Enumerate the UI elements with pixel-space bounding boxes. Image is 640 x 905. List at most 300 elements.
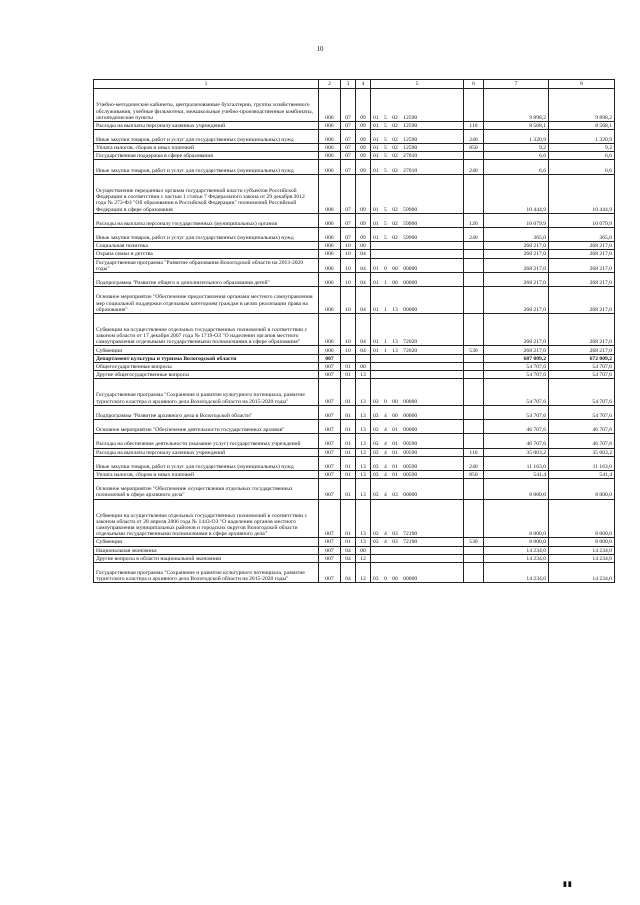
amount-2019-cell: 46 707,6 [484,419,549,433]
target-article-cell [371,242,464,250]
table-row [94,213,615,227]
table-row [94,419,615,433]
table-row [94,129,615,143]
expense-type-cell: 850 [464,470,484,478]
expense-type-cell [464,313,484,346]
amount-2020-cell: 8 568,1 [549,121,615,129]
amount-2020-cell: 10 444,9 [549,174,615,213]
target-article-cell: 03 0 00 00000 [371,379,464,406]
section-code-cell: 07 [341,152,356,160]
description-cell: Другие общегосударственные вопросы [94,370,319,378]
section-code-cell: 01 [341,456,356,470]
subsection-code-cell: 04 [356,258,371,272]
table-row [94,346,615,354]
target-article-cell: 03 4 00 00000 [371,405,464,419]
subsection-code-cell: 13 [356,419,371,433]
section-code-cell: 07 [341,213,356,227]
subsection-code-cell: 09 [356,89,371,122]
table-row [94,287,615,314]
description-cell: Расходы на выплаты персоналу государственных (муниципальных) органов [94,213,319,227]
table-row [94,554,615,562]
admin-code-cell: 006 [319,227,341,241]
description-cell: Подпрограмма "Развитие архивного дела в Вологодской области" [94,405,319,419]
section-code-cell: 10 [341,287,356,314]
amount-2020-cell: 268 217,0 [549,250,615,258]
target-article-cell: 01 5 02 27010 [371,152,464,160]
amount-2019-cell: 14 234,0 [484,546,549,554]
subsection-code-cell: 00 [356,242,371,250]
subsection-code-cell: 04 [356,250,371,258]
admin-code-cell: 007 [319,538,341,546]
table-row [94,379,615,406]
expense-type-cell: 240 [464,129,484,143]
expense-type-cell: 850 [464,144,484,152]
admin-code-cell: 006 [319,121,341,129]
table-row [94,121,615,129]
target-article-cell: 01 5 02 12590 [371,121,464,129]
admin-code-cell: 007 [319,499,341,538]
amount-2020-cell: 6,6 [549,160,615,174]
section-code-cell: 10 [341,250,356,258]
admin-code-cell: 006 [319,129,341,143]
amount-2019-cell: 14 234,0 [484,562,549,582]
amount-2020-cell: 8 000,0 [549,499,615,538]
amount-2020-cell: 54 707,6 [549,405,615,419]
amount-2019-cell: 54 707,6 [484,379,549,406]
expense-type-cell [464,370,484,378]
target-article-cell: 01 5 02 59900 [371,227,464,241]
amount-2020-cell: 10 079,9 [549,213,615,227]
amount-2019-cell: 14 234,0 [484,554,549,562]
table-row [94,370,615,378]
amount-2019-cell: 8 000,0 [484,479,549,499]
table-row [94,152,615,160]
admin-code-cell: 006 [319,272,341,286]
admin-code-cell: 006 [319,242,341,250]
section-code-cell: 01 [341,370,356,378]
table-row [94,456,615,470]
description-cell: Субвенции на осуществление отдельных государственных полномочий в соответствии с законом области от 28 апреля 2006 года № 1443-ОЗ "О наделении органов местного самоуправления муниципальных районов и городских округов Вологодской области отдельными государственными полномочиями в сфере архивного дела" [94,499,319,538]
section-code-cell: 01 [341,405,356,419]
amount-2019-cell: 54 707,6 [484,362,549,370]
expense-type-cell [464,354,484,362]
description-cell: Государственная программа "Развитие образования Вологодской области на 2013-2020 годы" [94,258,319,272]
expense-type-cell: 530 [464,346,484,354]
target-article-cell [371,554,464,562]
target-article-cell: 01 5 02 12590 [371,129,464,143]
amount-2020-cell: 268 217,0 [549,272,615,286]
target-article-cell: 03 4 01 00000 [371,419,464,433]
subsection-code-cell: 09 [356,213,371,227]
target-article-cell: 03 4 03 72190 [371,538,464,546]
admin-code-cell: 006 [319,160,341,174]
table-row [94,250,615,258]
table-row [94,354,615,362]
table-row [94,160,615,174]
admin-code-cell: 007 [319,562,341,582]
amount-2020-cell: 6,6 [549,152,615,160]
description-cell: Уплата налогов, сборов и иных платежей [94,470,319,478]
amount-2020-cell: 8 000,0 [549,479,615,499]
admin-code-cell: 007 [319,479,341,499]
description-cell: Расходы на выплаты персоналу казенных учреждений [94,121,319,129]
section-code-cell: 10 [341,346,356,354]
admin-code-cell: 006 [319,213,341,227]
expense-type-cell: 240 [464,456,484,470]
target-article-cell: 01 5 02 59900 [371,213,464,227]
section-code-cell: 01 [341,448,356,456]
subsection-code-cell [356,354,371,362]
expense-type-cell [464,258,484,272]
section-code-cell: 01 [341,419,356,433]
amount-2019-cell: 687 009,2 [484,354,549,362]
subsection-code-cell: 00 [356,362,371,370]
section-code-cell: 07 [341,89,356,122]
admin-code-cell: 007 [319,379,341,406]
page-number: 10 [316,45,324,53]
admin-code-cell: 006 [319,152,341,160]
target-article-cell: 01 1 13 72020 [371,346,464,354]
section-code-cell: 04 [341,554,356,562]
subsection-code-cell: 13 [356,538,371,546]
subsection-code-cell: 13 [356,434,371,448]
table-row [94,313,615,346]
subsection-code-cell: 00 [356,546,371,554]
target-article-cell [371,250,464,258]
table-row [94,89,615,122]
target-article-cell [371,546,464,554]
header-cell: 1 [94,80,319,89]
admin-code-cell: 006 [319,144,341,152]
admin-code-cell: 007 [319,434,341,448]
amount-2019-cell: 54 707,6 [484,370,549,378]
target-article-cell [371,362,464,370]
amount-2020-cell: 8 000,0 [549,538,615,546]
expense-type-cell [464,405,484,419]
table-row [94,174,615,213]
subsection-code-cell: 13 [356,405,371,419]
amount-2019-cell: 11 163,0 [484,456,549,470]
target-article-cell [371,354,464,362]
target-article-cell: 01 5 02 12590 [371,144,464,152]
header-cell: 6 [464,80,484,89]
section-code-cell: 01 [341,362,356,370]
amount-2019-cell: 35 003,2 [484,448,549,456]
section-code-cell: 01 [341,470,356,478]
amount-2020-cell: 268 217,0 [549,346,615,354]
table-row [94,546,615,554]
amount-2019-cell: 1 320,9 [484,129,549,143]
description-cell: Иные закупки товаров, работ и услуг для государственных (муниципальных) нужд [94,456,319,470]
target-article-cell: 03 4 01 00590 [371,470,464,478]
admin-code-cell: 007 [319,405,341,419]
amount-2020-cell: 35 003,2 [549,448,615,456]
description-cell: Основное мероприятие "Обеспечение осуществления отдельных государственных полномочий в сфере архивного дела" [94,479,319,499]
admin-code-cell: 007 [319,419,341,433]
subsection-code-cell: 09 [356,144,371,152]
amount-2020-cell: 268 217,0 [549,313,615,346]
target-article-cell: 01 1 13 00000 [371,287,464,314]
amount-2019-cell: 541,4 [484,470,549,478]
section-code-cell: 07 [341,129,356,143]
section-code-cell: 01 [341,434,356,448]
header-cell: 2 [319,80,341,89]
page-corner-mark: ▮▮ [563,880,573,888]
expense-type-cell [464,419,484,433]
admin-code-cell: 006 [319,313,341,346]
description-cell: Расходы на выплаты персоналу казенных учреждений [94,448,319,456]
amount-2020-cell: 14 234,0 [549,562,615,582]
expense-type-cell [464,434,484,448]
amount-2020-cell: 541,4 [549,470,615,478]
target-article-cell: 01 5 02 12590 [371,89,464,122]
description-cell: Учебно-методические кабинеты, централизованные бухгалтерии, группы хозяйственного обслуживания, учебные фильмотеки, межшкольные учебно-производственные комбинаты, логопедические пункты [94,89,319,122]
amount-2020-cell: 672 009,2 [549,354,615,362]
amount-2019-cell: 268 217,0 [484,272,549,286]
description-cell: Основное мероприятие "Обеспечение деятельности государственных архивов" [94,419,319,433]
target-article-cell: 03 4 01 00590 [371,448,464,456]
subsection-code-cell: 12 [356,554,371,562]
amount-2019-cell: 54 707,6 [484,405,549,419]
subsection-code-cell: 04 [356,313,371,346]
table-row [94,499,615,538]
section-code-cell [341,354,356,362]
expense-type-cell [464,250,484,258]
target-article-cell: 01 5 02 59900 [371,174,464,213]
expense-type-cell [464,89,484,122]
admin-code-cell: 007 [319,362,341,370]
amount-2020-cell: 54 707,6 [549,362,615,370]
amount-2020-cell: 365,0 [549,227,615,241]
target-article-cell: 01 1 00 00000 [371,272,464,286]
section-code-cell: 07 [341,121,356,129]
target-article-cell: 03 4 03 72190 [371,499,464,538]
description-cell: Уплата налогов, сборов и иных платежей [94,144,319,152]
description-cell: Иные закупки товаров, работ и услуг для государственных (муниципальных) нужд [94,129,319,143]
admin-code-cell: 006 [319,250,341,258]
amount-2019-cell: 10 444,9 [484,174,549,213]
subsection-code-cell: 09 [356,129,371,143]
description-cell: Субвенции [94,346,319,354]
section-code-cell: 10 [341,258,356,272]
admin-code-cell: 006 [319,346,341,354]
table-row [94,242,615,250]
admin-code-cell: 006 [319,89,341,122]
subsection-code-cell: 09 [356,174,371,213]
admin-code-cell: 006 [319,258,341,272]
subsection-code-cell: 04 [356,272,371,286]
expense-type-cell [464,152,484,160]
subsection-code-cell: 13 [356,470,371,478]
target-article-cell: 01 5 02 27010 [371,160,464,174]
amount-2019-cell: 10 079,9 [484,213,549,227]
description-cell: Государственная программа "Сохранение и развитие культурного потенциала, развитие туристского кластера и архивного дела Вологодской области на 2015-2020 годы" [94,379,319,406]
expense-type-cell [464,554,484,562]
section-code-cell: 04 [341,546,356,554]
amount-2020-cell: 54 707,6 [549,370,615,378]
description-cell: Основное мероприятие "Обеспечение предоставления органами местного самоуправления мер социальной поддержки отдельным категориям граждан в целях реализации права на образование" [94,287,319,314]
expense-type-cell: 110 [464,121,484,129]
amount-2020-cell: 9 898,2 [549,89,615,122]
section-code-cell: 07 [341,174,356,213]
section-code-cell: 04 [341,562,356,582]
amount-2019-cell: 268 217,0 [484,258,549,272]
subsection-code-cell: 09 [356,160,371,174]
expense-type-cell [464,272,484,286]
description-cell: Охрана семьи и детства [94,250,319,258]
target-article-cell: 03 0 00 00000 [371,562,464,582]
expense-type-cell [464,546,484,554]
table-row [94,479,615,499]
amount-2020-cell: 268 217,0 [549,258,615,272]
expense-type-cell [464,479,484,499]
amount-2020-cell: 54 707,6 [549,379,615,406]
target-article-cell: 03 4 01 00590 [371,434,464,448]
expense-type-cell [464,174,484,213]
section-code-cell: 07 [341,160,356,174]
table-row [94,470,615,478]
description-cell: Государственная программа "Сохранение и развитие культурного потенциала, развитие туристского кластера и архивного дела Вологодской области на 2015-2020 годы" [94,562,319,582]
amount-2019-cell: 6,6 [484,152,549,160]
expense-type-cell [464,562,484,582]
header-cell: 8 [549,80,615,89]
amount-2020-cell: 268 217,0 [549,287,615,314]
admin-code-cell: 006 [319,174,341,213]
amount-2020-cell: 14 234,0 [549,554,615,562]
section-code-cell: 10 [341,313,356,346]
subsection-code-cell: 13 [356,456,371,470]
amount-2020-cell: 14 234,0 [549,546,615,554]
subsection-code-cell: 04 [356,346,371,354]
description-cell: Другие вопросы в области национальной экономики [94,554,319,562]
table-row [94,562,615,582]
amount-2020-cell: 46 707,6 [549,434,615,448]
subsection-code-cell: 13 [356,499,371,538]
target-article-cell: 03 4 01 00590 [371,456,464,470]
header-row [94,80,615,89]
table-body [94,89,615,583]
section-code-cell: 01 [341,379,356,406]
admin-code-cell: 007 [319,470,341,478]
admin-code-cell: 007 [319,546,341,554]
description-cell: Национальная экономика [94,546,319,554]
expense-type-cell: 120 [464,213,484,227]
amount-2019-cell: 365,0 [484,227,549,241]
target-article-cell: 03 4 03 00000 [371,479,464,499]
description-cell: Общегосударственные вопросы [94,362,319,370]
subsection-code-cell: 09 [356,152,371,160]
description-cell: Субвенции на осуществление отдельных государственных полномочий в соответствии с законом области от 17 декабря 2007 года № 1719-ОЗ "О наделении органов местного самоуправления отдельными государственными полномочиями в сфере образования" [94,313,319,346]
description-cell: Иные закупки товаров, работ и услуг для государственных (муниципальных) нужд [94,227,319,241]
amount-2020-cell: 46 707,6 [549,419,615,433]
description-cell: Субвенции [94,538,319,546]
admin-code-cell: 007 [319,448,341,456]
table-row [94,448,615,456]
amount-2019-cell: 268 217,0 [484,242,549,250]
admin-code-cell: 007 [319,456,341,470]
header-cell: 3 [341,80,356,89]
amount-2019-cell: 46 707,6 [484,434,549,448]
section-code-cell: 10 [341,242,356,250]
amount-2020-cell: 9,2 [549,144,615,152]
admin-code-cell: 007 [319,554,341,562]
section-code-cell: 07 [341,144,356,152]
section-code-cell: 01 [341,538,356,546]
subsection-code-cell: 04 [356,287,371,314]
amount-2019-cell: 8 568,1 [484,121,549,129]
amount-2019-cell: 6,6 [484,160,549,174]
table-row [94,227,615,241]
header-cell: 4 [356,80,371,89]
description-cell: Департамент культуры и туризма Вологодской области [94,354,319,362]
table-row [94,144,615,152]
expense-type-cell: 110 [464,448,484,456]
section-code-cell: 07 [341,227,356,241]
amount-2020-cell: 1 320,9 [549,129,615,143]
target-article-cell: 01 0 00 00000 [371,258,464,272]
amount-2019-cell: 268 217,0 [484,287,549,314]
target-article-cell: 01 1 13 72020 [371,313,464,346]
subsection-code-cell: 12 [356,562,371,582]
subsection-code-cell: 09 [356,227,371,241]
description-cell: Расходы на обеспечение деятельности (оказание услуг) государственных учреждений [94,434,319,448]
expense-type-cell [464,499,484,538]
subsection-code-cell: 09 [356,121,371,129]
expense-type-cell: 240 [464,227,484,241]
expense-type-cell: 240 [464,160,484,174]
expense-type-cell [464,362,484,370]
description-cell: Подпрограмма "Развитие общего и дополнительного образования детей" [94,272,319,286]
amount-2020-cell: 11 163,0 [549,456,615,470]
header-cell: 7 [484,80,549,89]
amount-2019-cell: 8 000,0 [484,499,549,538]
budget-table [93,79,615,583]
table-row [94,272,615,286]
subsection-code-cell: 13 [356,479,371,499]
table-row [94,362,615,370]
table-row [94,434,615,448]
expense-type-cell [464,287,484,314]
subsection-code-cell: 13 [356,379,371,406]
table-row [94,538,615,546]
subsection-code-cell: 13 [356,448,371,456]
table-row [94,258,615,272]
table-row [94,405,615,419]
description-cell: Социальная политика [94,242,319,250]
expense-type-cell [464,242,484,250]
amount-2019-cell: 268 217,0 [484,313,549,346]
amount-2019-cell: 268 217,0 [484,250,549,258]
description-cell: Осуществление переданных органам государственной власти субъектов Российской Федерации в соответствии с частью 1 статьи 7 Федерального закона от 29 декабря 2012 года № 273-ФЗ "Об образовании в Российской Федерации" полномочий Российской Федерации в сфере образования [94,174,319,213]
section-code-cell: 10 [341,272,356,286]
description-cell: Государственная поддержка в сфере образования [94,152,319,160]
description-cell: Иные закупки товаров, работ и услуг для государственных (муниципальных) нужд [94,160,319,174]
admin-code-cell: 006 [319,287,341,314]
amount-2019-cell: 268 217,0 [484,346,549,354]
header-cell: 5 [371,80,464,89]
amount-2019-cell: 8 000,0 [484,538,549,546]
amount-2019-cell: 9 898,2 [484,89,549,122]
admin-code-cell: 007 [319,354,341,362]
amount-2020-cell: 268 217,0 [549,242,615,250]
target-article-cell [371,370,464,378]
section-code-cell: 01 [341,479,356,499]
section-code-cell: 01 [341,499,356,538]
expense-type-cell: 530 [464,538,484,546]
amount-2019-cell: 9,2 [484,144,549,152]
expense-type-cell [464,379,484,406]
subsection-code-cell: 13 [356,370,371,378]
